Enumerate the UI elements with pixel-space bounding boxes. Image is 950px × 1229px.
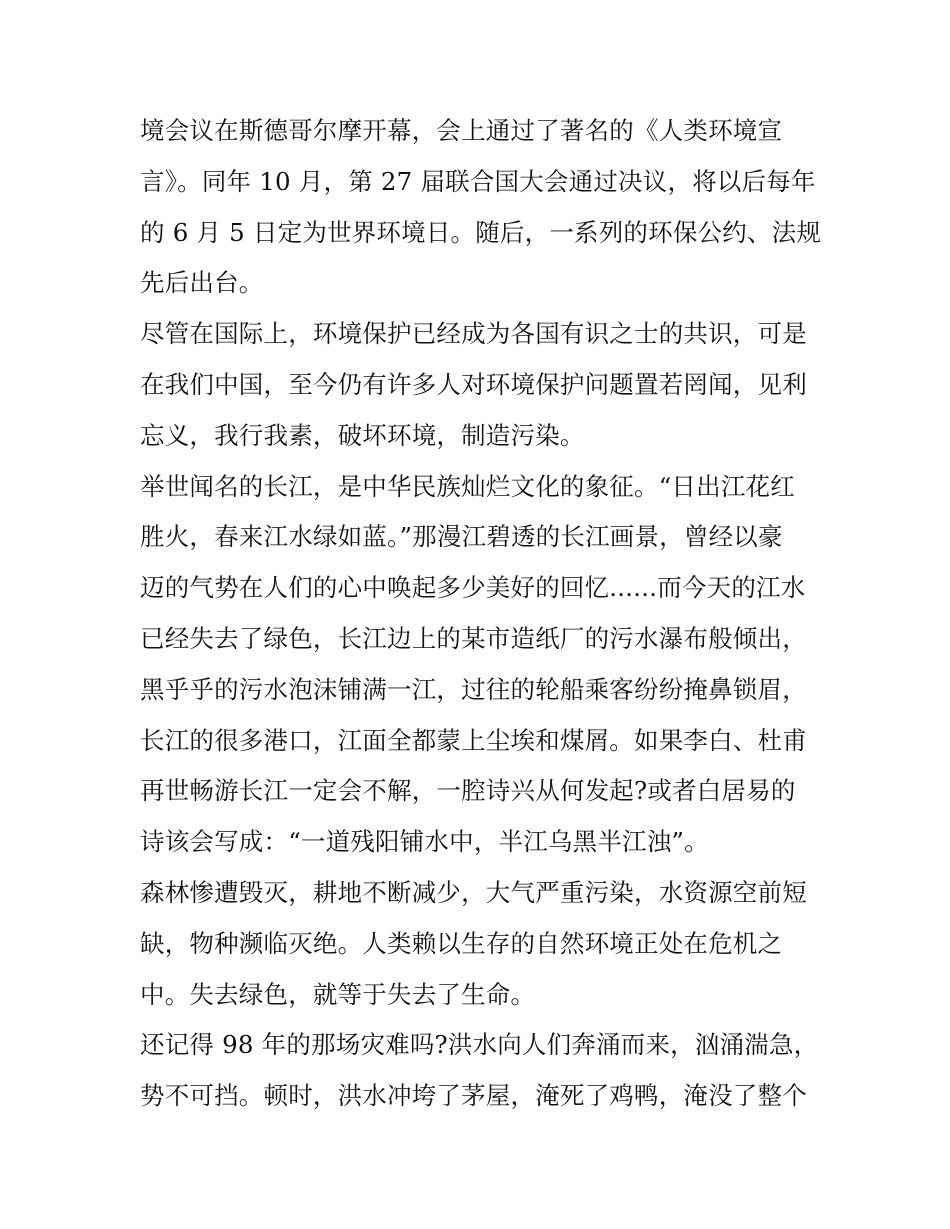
paragraph-2 (140, 309, 815, 461)
text-line: 缺，物种濒临灭绝。人类赖以生存的自然环境正处在危机之 (140, 928, 783, 958)
text-line: 中。失去绿色，就等于失去了生命。 (140, 979, 536, 1009)
text-line: 再世畅游长江一定会不解，一腔诗兴从何发起?或者白居易的 (140, 776, 796, 806)
text-line: 还记得 98 年的那场灾难吗?洪水向人们奔涌而来，汹涌湍急， (140, 1030, 819, 1060)
text-line: 森林惨遭毁灭，耕地不断减少，大气严重污染，水资源空前短 (140, 877, 807, 907)
text-line: 在我们中国，至今仍有许多人对环境保护问题置若罔闻，见利 (140, 369, 807, 399)
text-line: 长江的很多港口，江面全都蒙上尘埃和煤屑。如果李白、杜甫 (140, 725, 807, 755)
paragraph-3 (140, 462, 815, 868)
text-line: 诗该会写成：“一道残阳铺水中，半江乌黑半江浊”。 (140, 827, 709, 857)
text-line: 先后出台。 (140, 268, 264, 298)
text-line: 黑乎乎的污水泡沫铺满一江，过往的轮船乘客纷纷掩鼻锁眉， (140, 674, 807, 704)
text-line: 迈的气势在人们的心中唤起多少美好的回忆......而今天的江水 (140, 573, 806, 603)
text-line: 的 6 月 5 日定为世界环境日。随后，一系列的环保公约、法规 (140, 217, 822, 247)
text-line: 势不可挡。顿时，洪水冲垮了茅屋，淹死了鸡鸭，淹没了整个 (140, 1081, 807, 1111)
text-line: 尽管在国际上，环境保护已经成为各国有识之士的共识，可是 (140, 319, 807, 349)
text-line: 举世闻名的长江，是中华民族灿烂文化的象征。“日出江花红 (140, 471, 795, 501)
text-line: 已经失去了绿色，长江边上的某市造纸厂的污水瀑布般倾出， (140, 623, 807, 653)
paragraph-5 (140, 1020, 819, 1122)
paragraph-1 (140, 106, 822, 309)
text-line: 境会议在斯德哥尔摩开幕，会上通过了著名的《人类环境宣 (140, 116, 783, 145)
text-line: 言》。同年 10 月，第 27 届联合国大会通过决议，将以后每年 (140, 166, 816, 196)
text-line: 忘义，我行我素，破坏环境，制造污染。 (140, 420, 585, 450)
text-line: 胜火，春来江水绿如蓝。”那漫江碧透的长江画景，曾经以豪 (140, 522, 783, 552)
document-page (140, 106, 822, 1122)
paragraph-4 (140, 868, 815, 1020)
